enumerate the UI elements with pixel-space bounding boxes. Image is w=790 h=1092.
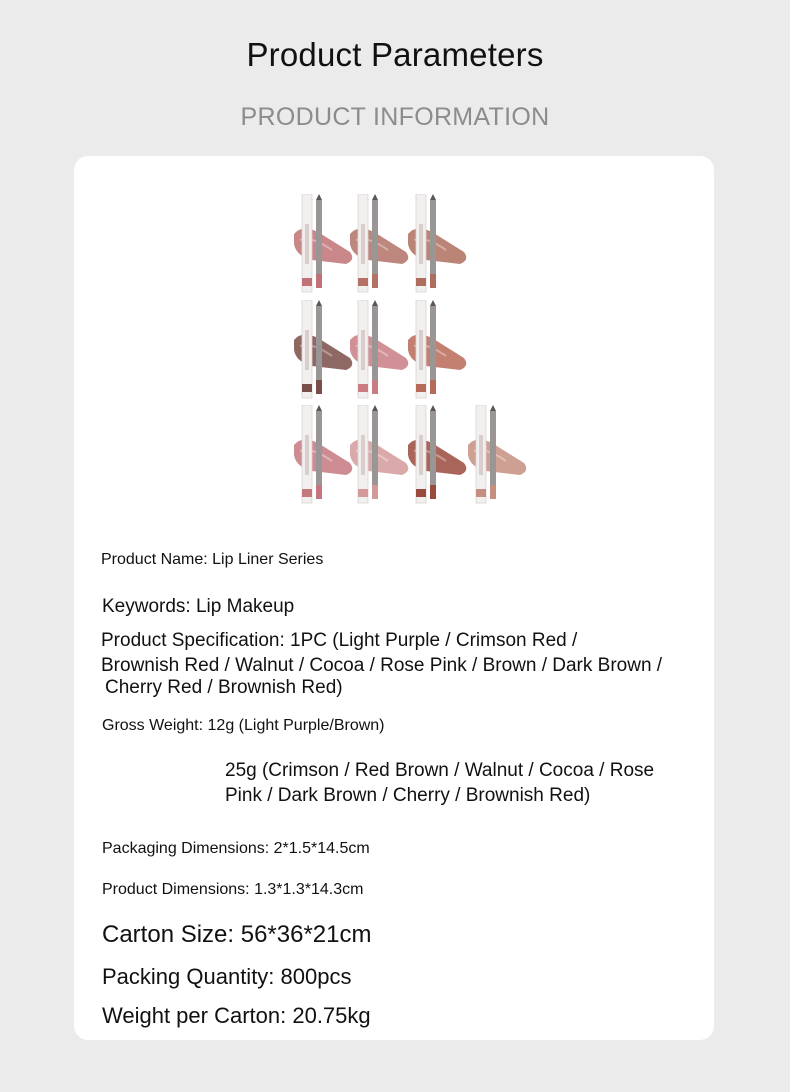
gross-weight-text: Gross Weight: 12g (Light Purple/Brown) — [102, 717, 385, 734]
lip-liner-swatch-icon — [406, 194, 476, 294]
page-title: Product Parameters — [246, 36, 544, 73]
lip-liner-swatch-icon — [406, 300, 476, 400]
page-subtitle: PRODUCT INFORMATION — [240, 103, 550, 131]
product-dimensions-text: Product Dimensions: 1.3*1.3*14.3cm — [102, 881, 364, 898]
specification-line-1: Product Specification: 1PC (Light Purple / Crimson Red / — [101, 630, 578, 651]
packaging-dimensions-text: Packaging Dimensions: 2*1.5*14.5cm — [102, 840, 370, 857]
carton-size-text: Carton Size: 56*36*21cm — [102, 921, 372, 948]
keywords-text: Keywords: Lip Makeup — [102, 596, 295, 617]
product-image-gallery — [74, 156, 714, 516]
specification-line-2: Brownish Red / Walnut / Cocoa / Rose Pink / Brown / Dark Brown / — [101, 655, 663, 676]
packing-quantity-text: Packing Quantity: 800pcs — [102, 964, 352, 989]
product-info-card — [74, 156, 714, 1040]
product-name-text: Product Name: Lip Liner Series — [101, 551, 324, 568]
lip-liner-swatch-icon — [466, 405, 536, 505]
gross-weight-alt-line-2: Pink / Dark Brown / Cherry / Brownish Red) — [225, 785, 591, 806]
specification-line-3: Cherry Red / Brownish Red) — [105, 677, 343, 698]
gross-weight-alt-line-1: 25g (Crimson / Red Brown / Walnut / Cocoa / Rose — [225, 760, 655, 781]
weight-per-carton-text: Weight per Carton: 20.75kg — [102, 1003, 371, 1028]
